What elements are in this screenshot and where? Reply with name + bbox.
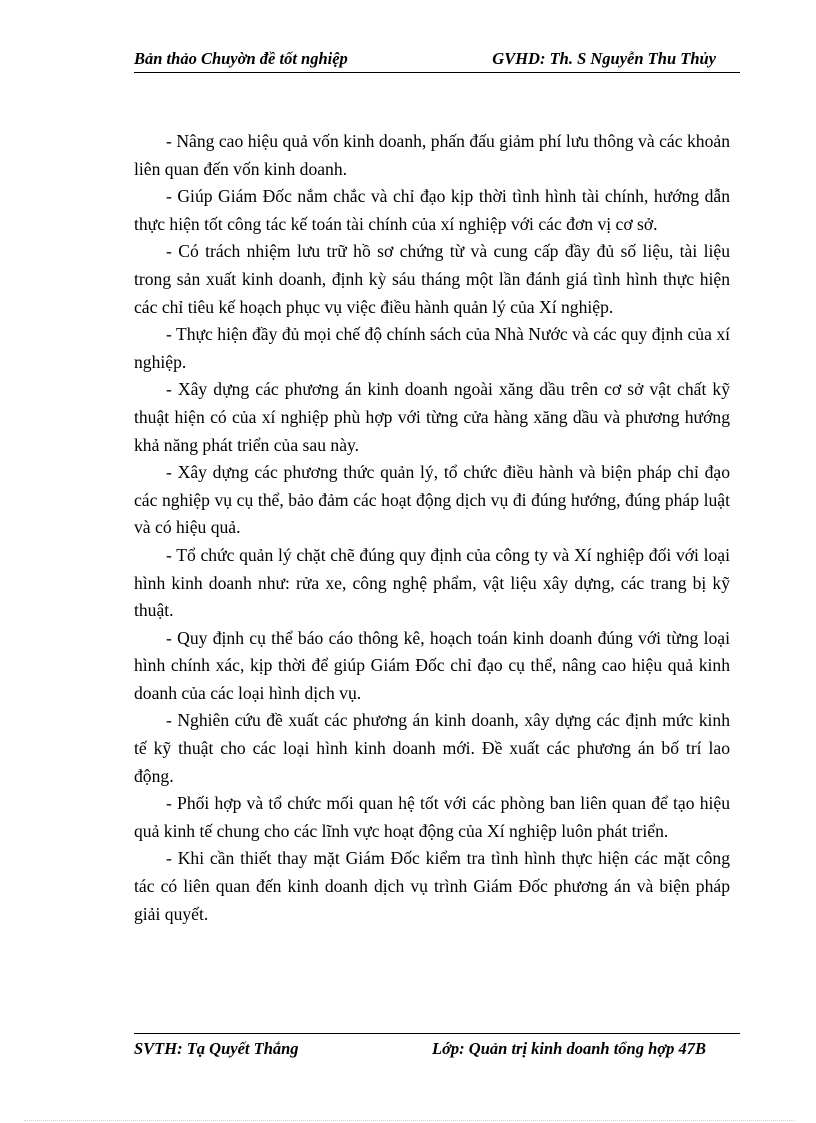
paragraph: - Giúp Giám Đốc nắm chắc và chỉ đạo kịp thời tình hình tài chính, hướng dẫn thực hiện tốt công tác kế toán tài chính của xí nghiệp với các đơn vị cơ sở. xyxy=(134,186,730,234)
paragraph: - Có trách nhiệm lưu trữ hồ sơ chứng từ và cung cấp đầy đủ số liệu, tài liệu trong sản xuất kinh doanh, định kỳ sáu tháng một lần đánh giá tình hình thực hiện các chỉ tiêu kế hoạch phục vụ việc điều hành quản lý của Xí nghiệp. xyxy=(134,241,730,317)
paragraph: - Tổ chức quản lý chặt chẽ đúng quy định của công ty và Xí nghiệp đối với loại hình kinh doanh như: rửa xe, công nghệ phẩm, vật liệu xây dựng, các trang bị kỹ thuật. xyxy=(134,544,730,621)
header-title: Bản thảo Chuyờn đề tốt nghiệp xyxy=(134,49,348,68)
page-footer xyxy=(134,1033,740,1062)
paragraph: - Nâng cao hiệu quả vốn kinh doanh, phấn đấu giảm phí lưu thông và các khoản liên quan đến vốn kinh doanh. xyxy=(134,131,730,179)
document-body xyxy=(134,128,730,928)
paragraph: - Xây dựng các phương án kinh doanh ngoài xăng dầu trên cơ sở vật chất kỹ thuật hiện có của xí nghiệp phù hợp với từng cửa hàng xăng dầu và phương hướng khả năng phát triển của sau này. xyxy=(134,379,730,455)
header-advisor: GVHD: Th. S Nguyễn Thu Thủy xyxy=(492,49,716,68)
page-bottom-divider xyxy=(24,1120,794,1121)
paragraph: - Phối hợp và tổ chức mối quan hệ tốt với các phòng ban liên quan để tạo hiệu quả kinh tế chung cho các lĩnh vực hoạt động của Xí nghiệp luôn phát triển. xyxy=(134,793,730,841)
footer-class: Lớp: Quản trị kinh doanh tổng hợp 47B xyxy=(432,1039,706,1058)
paragraph: - Nghiên cứu đề xuất các phương án kinh doanh, xây dựng các định mức kinh tế kỹ thuật cho các loại hình kinh doanh mới. Đề xuất các phương án bố trí lao động. xyxy=(134,710,730,786)
paragraph: - Xây dựng các phương thức quản lý, tổ chức điều hành và biện pháp chỉ đạo các nghiệp vụ cụ thể, bảo đảm các hoạt động dịch vụ đi đúng hướng, đúng pháp luật và có hiệu quả. xyxy=(134,462,730,538)
paragraph: - Thực hiện đầy đủ mọi chế độ chính sách của Nhà Nước và các quy định của xí nghiệp. xyxy=(134,324,730,372)
paragraph: - Quy định cụ thể báo cáo thông kê, hoạch toán kinh doanh đúng với từng loại hình chính xác, kịp thời để giúp Giám Đốc chỉ đạo cụ thể, nâng cao hiệu quả kinh doanh của các loại hình dịch vụ. xyxy=(134,627,730,703)
footer-student: SVTH: Tạ Quyết Thắng xyxy=(134,1039,299,1058)
paragraph: - Khi cần thiết thay mặt Giám Đốc kiểm tra tình hình thực hiện các mặt công tác có liên quan đến kinh doanh dịch vụ trình Giám Đốc phương án và biện pháp giải quyết. xyxy=(134,848,730,924)
page-header xyxy=(134,46,740,73)
